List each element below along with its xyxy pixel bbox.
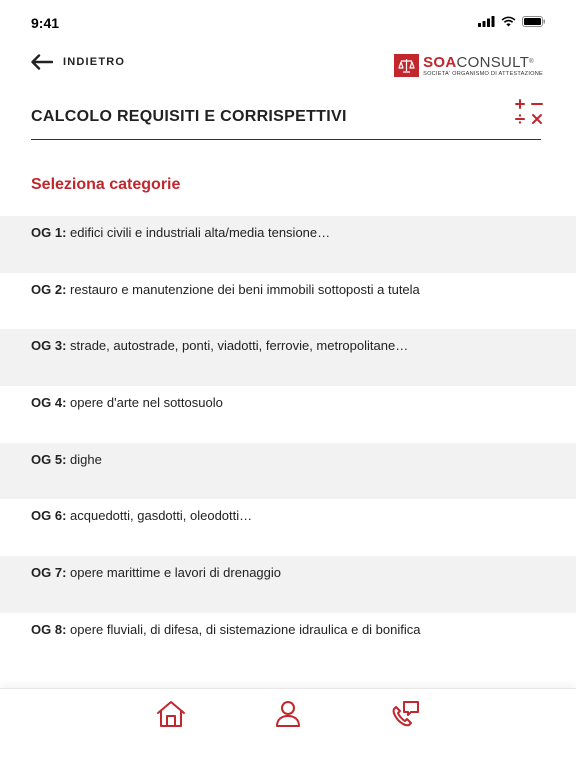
category-description: acquedotti, gasdotti, oleodotti…	[66, 508, 253, 524]
category-item-og5[interactable]	[0, 443, 576, 500]
category-description: opere marittime e lavori di drenaggio	[66, 565, 282, 581]
category-item-og1[interactable]	[0, 216, 576, 273]
calculator-operations-icon	[514, 97, 544, 127]
category-code: OG 7:	[31, 565, 67, 581]
category-description: strade, autostrade, ponti, viadotti, ferrovie, metropolitane…	[66, 338, 409, 354]
category-item-og7[interactable]	[0, 556, 576, 613]
category-code: OG 6:	[31, 508, 67, 524]
category-item-og2[interactable]	[0, 273, 576, 330]
profile-tab[interactable]	[271, 697, 305, 731]
phone-message-icon	[390, 700, 420, 728]
category-description: dighe	[66, 451, 102, 467]
title-divider	[31, 139, 541, 140]
wifi-icon	[501, 16, 516, 27]
category-description: opere d'arte nel sottosuolo	[66, 395, 223, 411]
category-description: edifici civili e industriali alta/media tensione…	[66, 225, 331, 240]
user-icon	[275, 700, 301, 728]
category-item-og3[interactable]	[0, 329, 576, 386]
category-code: OG 3:	[31, 338, 67, 354]
logo-consult: CONSULT	[456, 53, 530, 71]
category-item-og8[interactable]	[0, 613, 576, 670]
status-time: 9:41	[31, 15, 60, 31]
logo-registered: ®	[529, 58, 534, 65]
back-button[interactable]	[31, 54, 125, 70]
bottom-nav	[0, 688, 576, 768]
status-icons	[478, 16, 546, 27]
battery-icon	[522, 16, 546, 27]
home-tab[interactable]	[154, 697, 188, 731]
home-icon	[156, 700, 186, 728]
category-code: OG 8:	[31, 621, 67, 637]
status-bar	[0, 0, 576, 44]
logo-soa: SOA	[423, 53, 457, 71]
category-item-og4[interactable]	[0, 386, 576, 443]
soaconsult-logo	[394, 54, 543, 77]
category-description: opere fluviali, di difesa, di sistemazione idraulica e di bonifica	[66, 621, 421, 637]
contact-tab[interactable]	[388, 697, 422, 731]
logo-subtitle: SOCIETA' ORGANISMO DI ATTESTAZIONE	[423, 70, 543, 77]
category-list	[0, 216, 576, 670]
section-title: Seleziona categorie	[31, 176, 181, 193]
page-title: CALCOLO REQUISITI E CORRISPETTIVI	[31, 108, 347, 125]
logo-text-wrap	[423, 55, 543, 77]
back-label: INDIETRO	[63, 56, 126, 68]
logo-wordmark	[423, 55, 543, 70]
arrow-left-icon	[31, 54, 53, 70]
category-code: OG 1:	[31, 225, 67, 240]
category-code: OG 5:	[31, 451, 67, 467]
signal-icon	[478, 16, 495, 27]
scales-icon	[394, 54, 419, 77]
category-item-og6[interactable]	[0, 499, 576, 556]
category-description: restauro e manutenzione dei beni immobili sottoposti a tutela	[66, 281, 420, 297]
category-code: OG 2:	[31, 281, 67, 297]
header	[0, 44, 576, 94]
category-code: OG 4:	[31, 395, 67, 411]
